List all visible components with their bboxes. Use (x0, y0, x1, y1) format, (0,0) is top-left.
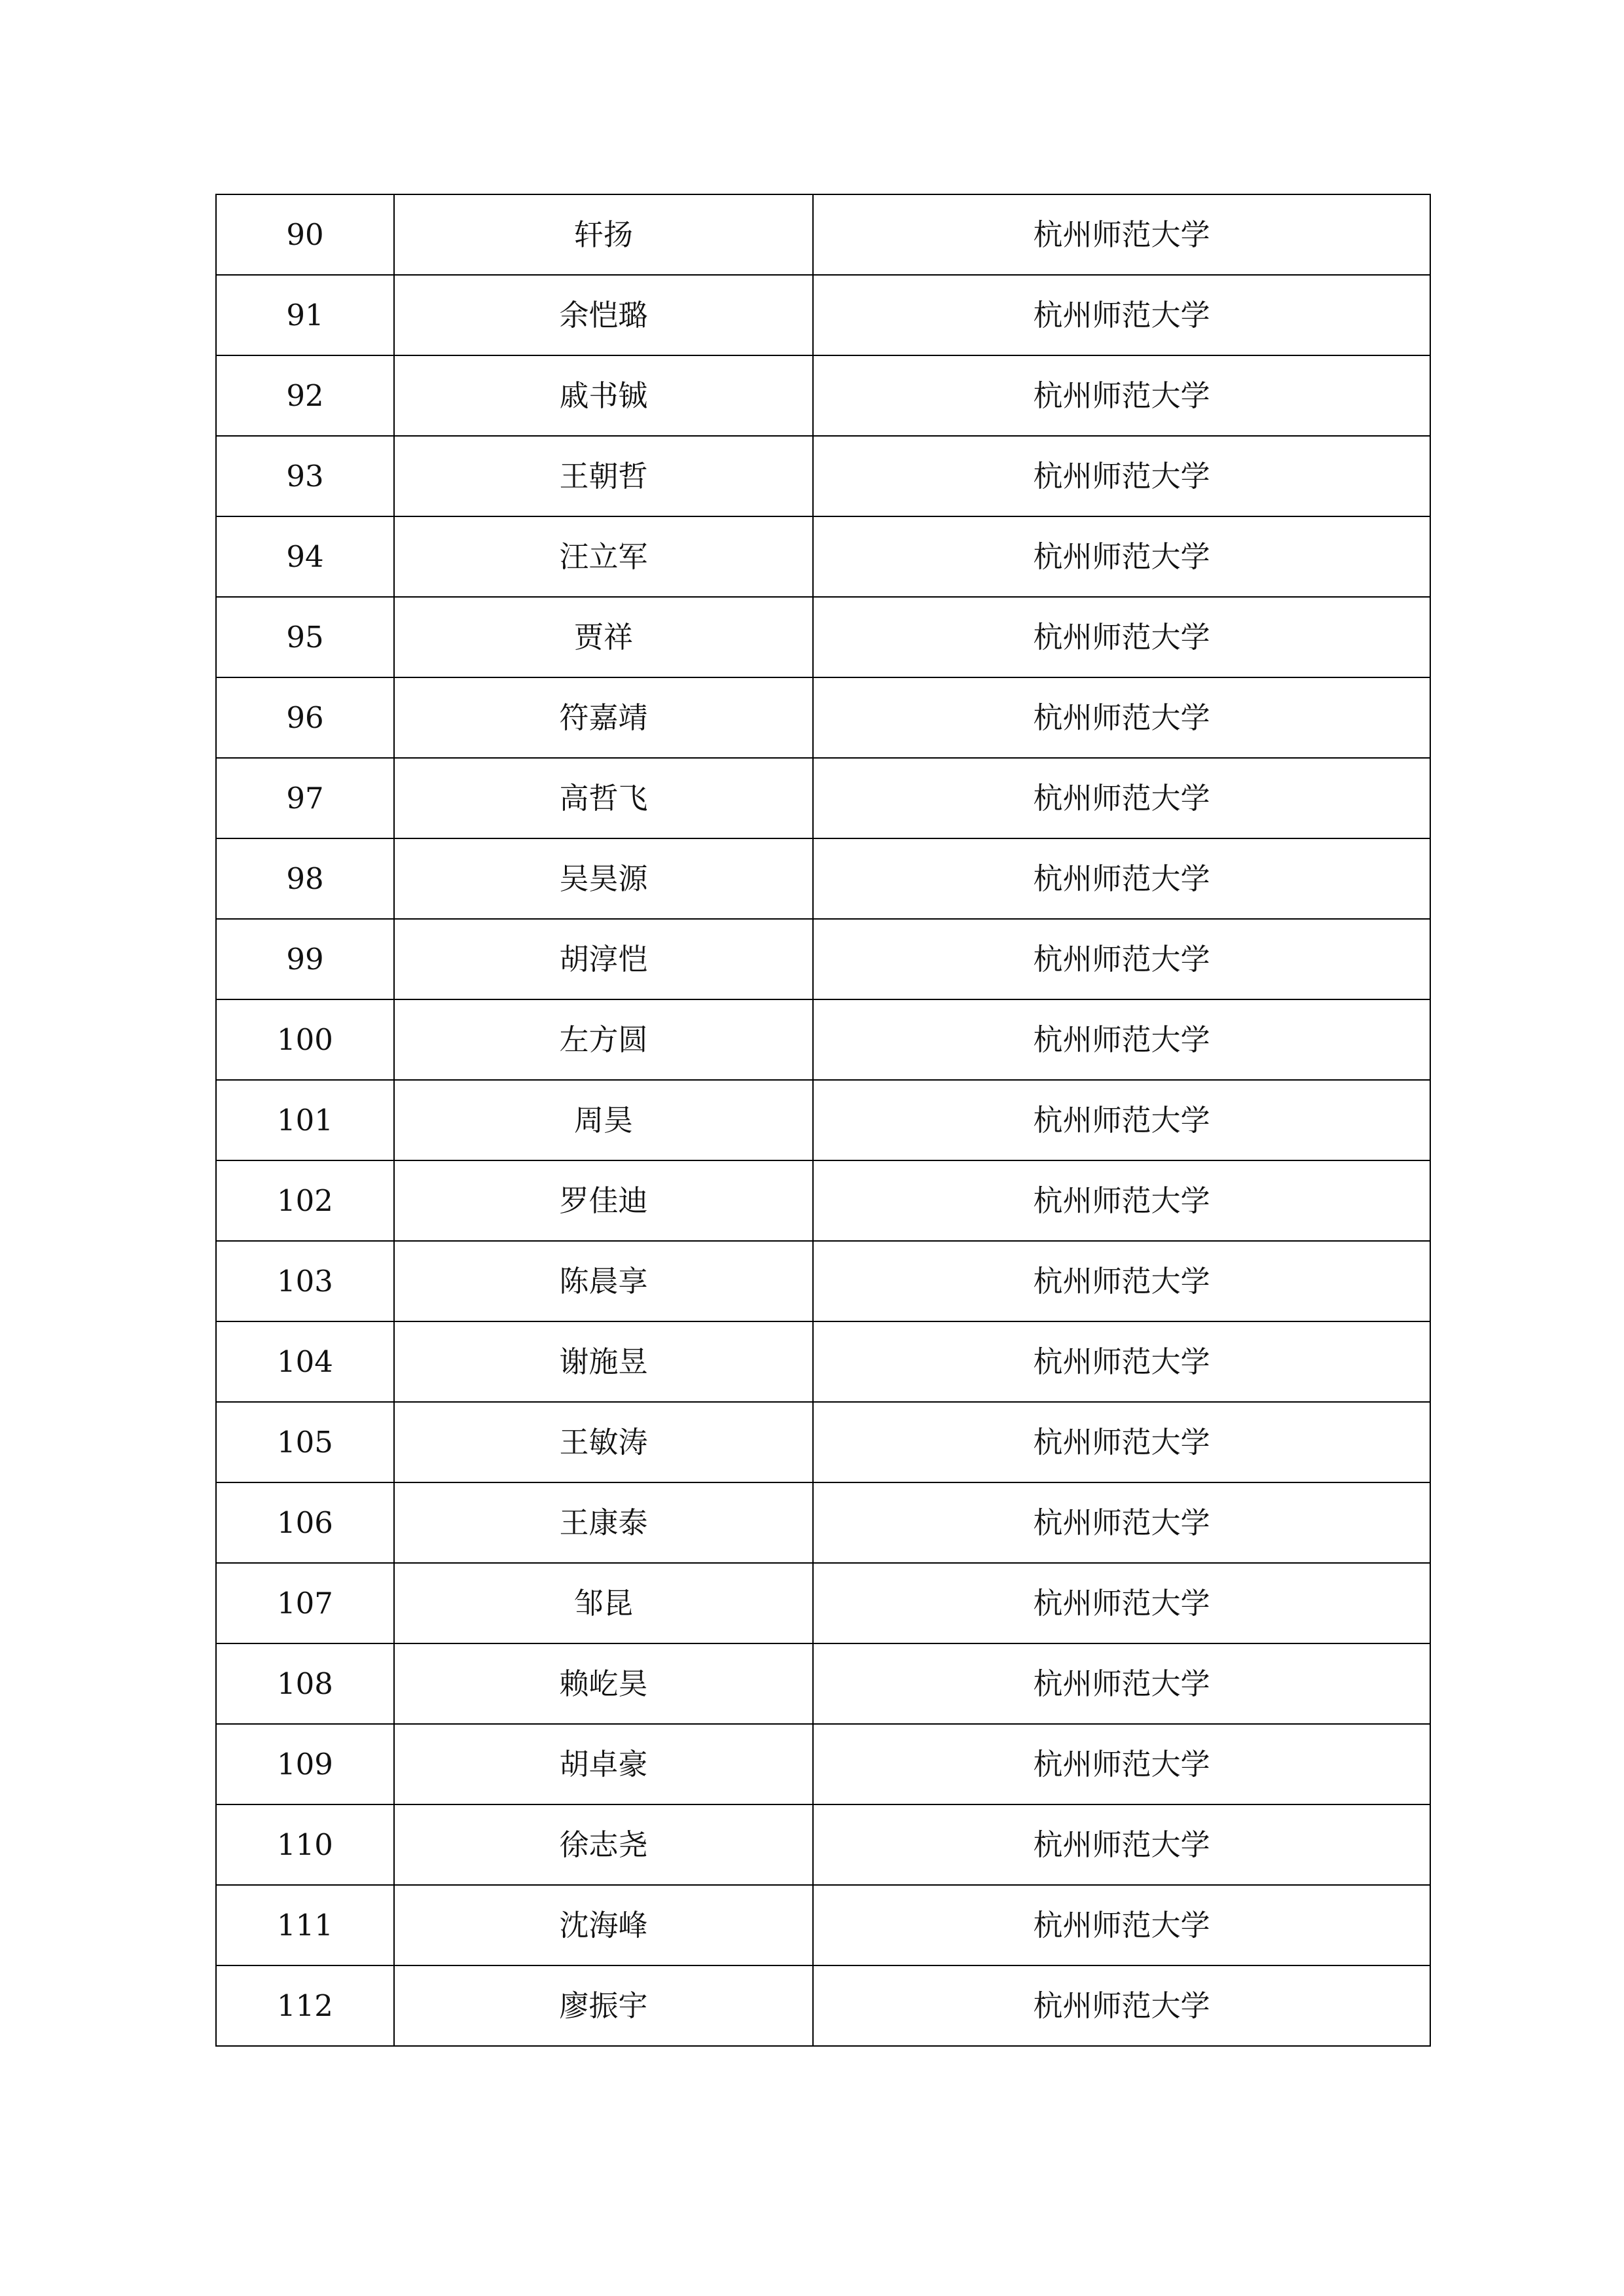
row-number: 96 (216, 677, 394, 758)
table-row (216, 275, 1430, 355)
row-number: 91 (216, 275, 394, 355)
school-name: 杭州师范大学 (813, 1482, 1430, 1563)
row-number: 106 (216, 1482, 394, 1563)
table-row (216, 194, 1430, 275)
row-number: 107 (216, 1563, 394, 1643)
school-name: 杭州师范大学 (813, 436, 1430, 516)
school-name: 杭州师范大学 (813, 1643, 1430, 1724)
person-name: 戚书铖 (394, 355, 813, 436)
person-name: 符嘉靖 (394, 677, 813, 758)
school-name: 杭州师范大学 (813, 1160, 1430, 1241)
person-name: 王敏涛 (394, 1402, 813, 1482)
row-number: 102 (216, 1160, 394, 1241)
school-name: 杭州师范大学 (813, 1885, 1430, 1965)
school-name: 杭州师范大学 (813, 1724, 1430, 1804)
person-name: 陈晨享 (394, 1241, 813, 1321)
table-row (216, 758, 1430, 838)
table-row (216, 1804, 1430, 1885)
row-number: 99 (216, 919, 394, 999)
school-name: 杭州师范大学 (813, 677, 1430, 758)
person-name: 胡淳恺 (394, 919, 813, 999)
school-name: 杭州师范大学 (813, 1965, 1430, 2046)
person-name: 罗佳迪 (394, 1160, 813, 1241)
table-row (216, 1643, 1430, 1724)
row-number: 112 (216, 1965, 394, 2046)
person-name: 胡卓豪 (394, 1724, 813, 1804)
person-name: 谢施昱 (394, 1321, 813, 1402)
row-number: 94 (216, 516, 394, 597)
person-name: 高哲飞 (394, 758, 813, 838)
row-number: 108 (216, 1643, 394, 1724)
table-row (216, 1241, 1430, 1321)
person-name: 沈海峰 (394, 1885, 813, 1965)
row-number: 95 (216, 597, 394, 677)
school-name: 杭州师范大学 (813, 1241, 1430, 1321)
school-name: 杭州师范大学 (813, 1804, 1430, 1885)
person-name: 轩扬 (394, 194, 813, 275)
school-name: 杭州师范大学 (813, 355, 1430, 436)
row-number: 98 (216, 838, 394, 919)
person-name: 左方圆 (394, 999, 813, 1080)
person-name: 廖振宇 (394, 1965, 813, 2046)
row-number: 101 (216, 1080, 394, 1160)
table-row (216, 1965, 1430, 2046)
row-number: 100 (216, 999, 394, 1080)
table-row (216, 1482, 1430, 1563)
roster-table (215, 194, 1431, 2047)
school-name: 杭州师范大学 (813, 1402, 1430, 1482)
table-row (216, 597, 1430, 677)
row-number: 103 (216, 1241, 394, 1321)
school-name: 杭州师范大学 (813, 919, 1430, 999)
person-name: 王康泰 (394, 1482, 813, 1563)
person-name: 汪立军 (394, 516, 813, 597)
row-number: 92 (216, 355, 394, 436)
school-name: 杭州师范大学 (813, 838, 1430, 919)
table-row (216, 919, 1430, 999)
school-name: 杭州师范大学 (813, 758, 1430, 838)
school-name: 杭州师范大学 (813, 1321, 1430, 1402)
school-name: 杭州师范大学 (813, 597, 1430, 677)
table-row (216, 436, 1430, 516)
table-row (216, 1402, 1430, 1482)
row-number: 110 (216, 1804, 394, 1885)
row-number: 90 (216, 194, 394, 275)
row-number: 93 (216, 436, 394, 516)
row-number: 109 (216, 1724, 394, 1804)
table-row (216, 1160, 1430, 1241)
row-number: 111 (216, 1885, 394, 1965)
table-row (216, 1563, 1430, 1643)
person-name: 贾祥 (394, 597, 813, 677)
person-name: 周昊 (394, 1080, 813, 1160)
row-number: 97 (216, 758, 394, 838)
school-name: 杭州师范大学 (813, 1080, 1430, 1160)
person-name: 余恺璐 (394, 275, 813, 355)
table-row (216, 1321, 1430, 1402)
table-row (216, 355, 1430, 436)
person-name: 徐志尧 (394, 1804, 813, 1885)
table-row (216, 516, 1430, 597)
row-number: 104 (216, 1321, 394, 1402)
table-row (216, 1724, 1430, 1804)
school-name: 杭州师范大学 (813, 999, 1430, 1080)
table-row (216, 1080, 1430, 1160)
row-number: 105 (216, 1402, 394, 1482)
table-row (216, 838, 1430, 919)
school-name: 杭州师范大学 (813, 1563, 1430, 1643)
person-name: 邹昆 (394, 1563, 813, 1643)
school-name: 杭州师范大学 (813, 275, 1430, 355)
person-name: 赖屹昊 (394, 1643, 813, 1724)
person-name: 吴昊源 (394, 838, 813, 919)
table-row (216, 999, 1430, 1080)
school-name: 杭州师范大学 (813, 194, 1430, 275)
school-name: 杭州师范大学 (813, 516, 1430, 597)
table-row (216, 677, 1430, 758)
table-row (216, 1885, 1430, 1965)
person-name: 王朝哲 (394, 436, 813, 516)
